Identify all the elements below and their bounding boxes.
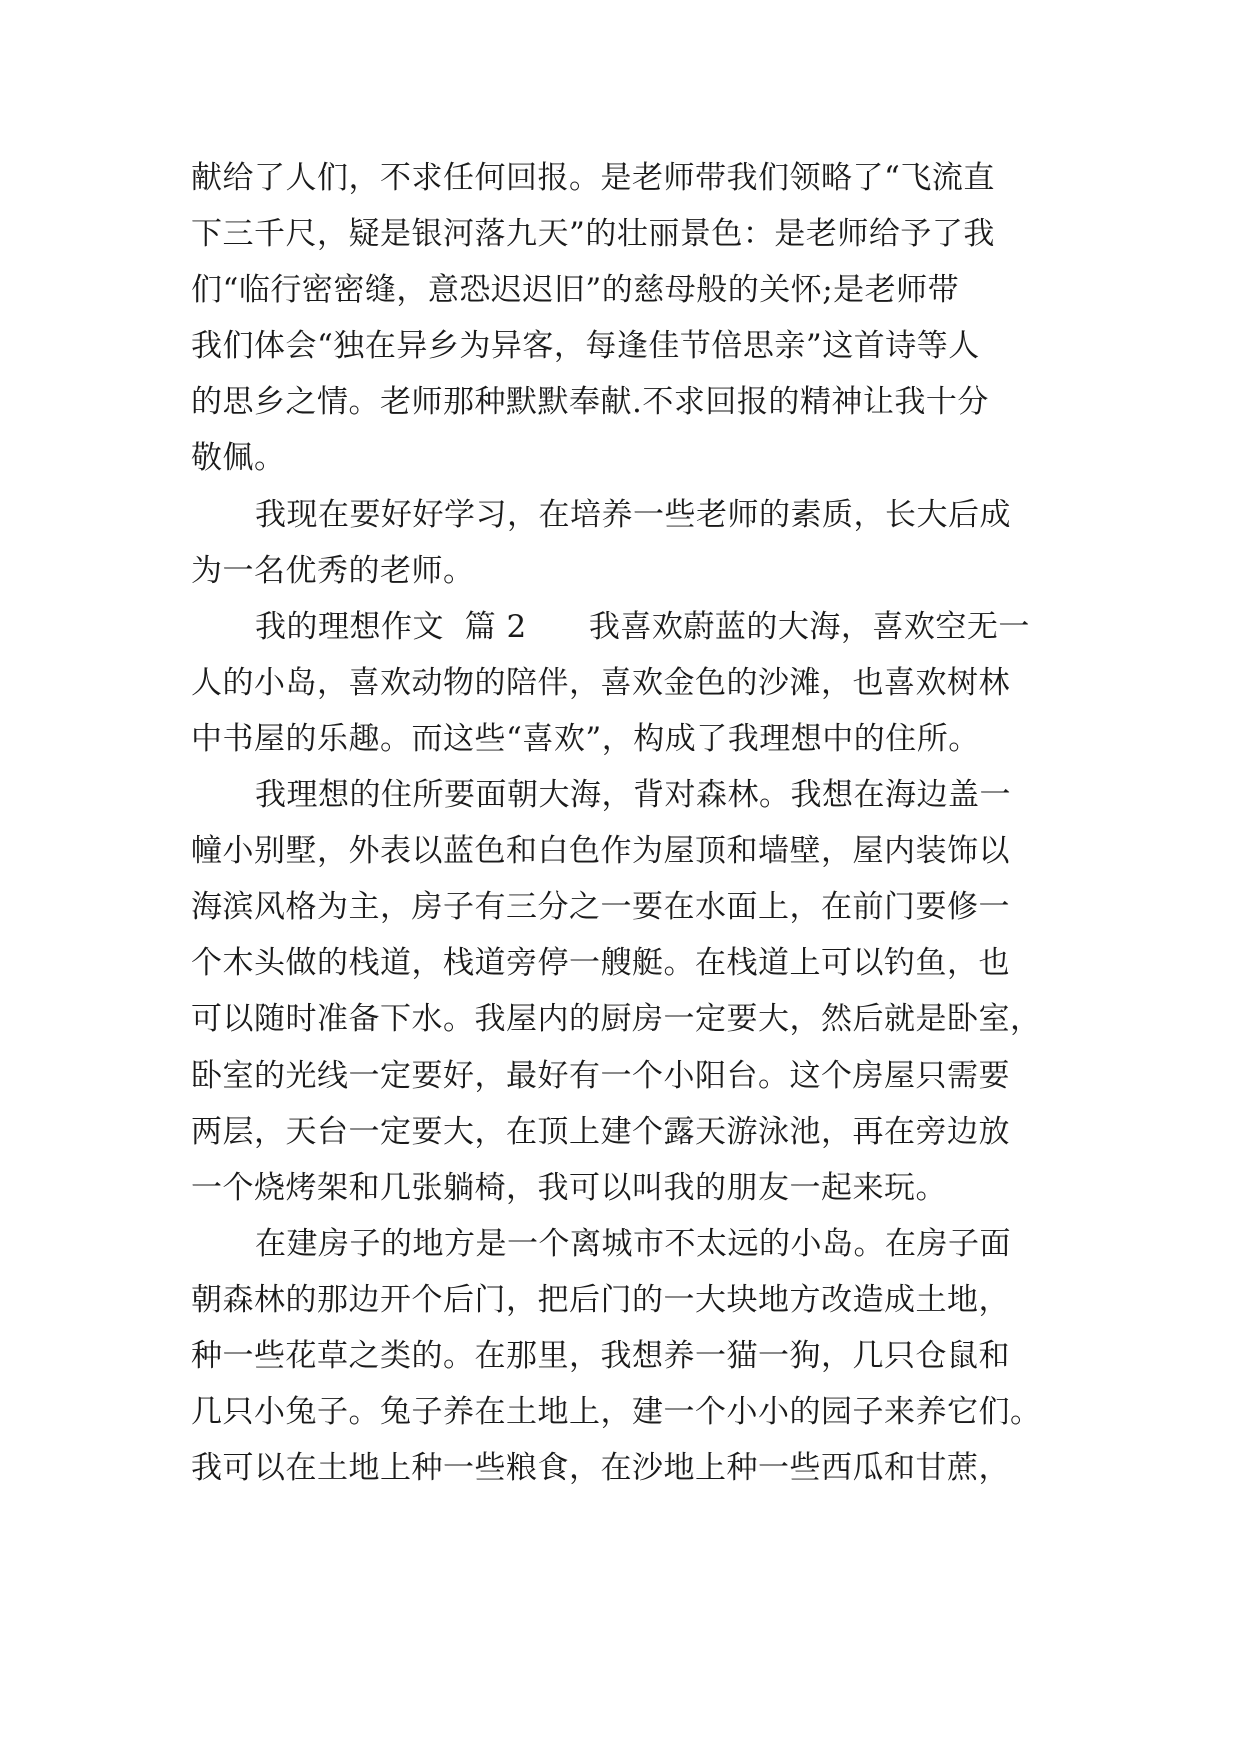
text-line: 我们体会“独在异乡为异客，每逢佳节倍思亲”这首诗等人: [191, 328, 980, 365]
text-line: 两层，天台一定要大，在顶上建个露天游泳池，再在旁边放: [191, 1113, 1010, 1150]
text-line: 种一些花草之类的。在那里，我想养一猫一狗，几只仓鼠和: [191, 1337, 1010, 1374]
text-line: 幢小别墅，外表以蓝色和白色作为屋顶和墙壁，屋内装饰以: [191, 833, 1010, 870]
text-line: 下三千尺，疑是银河落九天”的壮丽景色：是老师给予了我: [191, 216, 995, 253]
paragraph-first-line: 在建房子的地方是一个离城市不太远的小岛。在房子面: [255, 1225, 1011, 1262]
text-line: 个木头做的栈道，栈道旁停一艘艇。在栈道上可以钓鱼，也: [191, 945, 1010, 982]
section-heading-line: 我的理想作文 篇 2 我喜欢蔚蓝的大海，喜欢空无一: [255, 608, 1030, 645]
text-line: 为一名优秀的老师。: [191, 552, 475, 589]
text-line: 敬佩。: [191, 440, 286, 477]
text-line: 的思乡之情。老师那种默默奉献.不求回报的精神让我十分: [191, 384, 989, 421]
text-line: 几只小兔子。兔子养在土地上，建一个小小的园子来养它们。: [191, 1394, 1042, 1431]
text-line: 朝森林的那边开个后门，把后门的一大块地方改造成土地，: [191, 1281, 1010, 1318]
text-line: 献给了人们，不求任何回报。是老师带我们领略了“飞流直: [191, 160, 995, 196]
document-body: [191, 150, 1053, 1496]
text-line: 海滨风格为主，房子有三分之一要在水面上，在前门要修一: [191, 889, 1010, 926]
text-line: 中书屋的乐趣。而这些“喜欢”，构成了我理想中的住所。: [191, 720, 980, 757]
text-line: 们“临行密密缝，意恐迟迟旧”的慈母般的关怀;是老师带: [191, 272, 960, 309]
text-line: 卧室的光线一定要好，最好有一个小阳台。这个房屋只需要: [191, 1057, 1010, 1094]
paragraph-first-line: 我现在要好好学习，在培养一些老师的素质，长大后成: [255, 496, 1011, 533]
text-line: 可以随时准备下水。我屋内的厨房一定要大，然后就是卧室，: [191, 1001, 1042, 1038]
text-line: 人的小岛，喜欢动物的陪伴，喜欢金色的沙滩，也喜欢树林: [191, 664, 1010, 701]
text-line: 我可以在土地上种一些粮食，在沙地上种一些西瓜和甘蔗，: [191, 1450, 1010, 1487]
text-line: 一个烧烤架和几张躺椅，我可以叫我的朋友一起来玩。: [191, 1169, 947, 1206]
paragraph-first-line: 我理想的住所要面朝大海，背对森林。我想在海边盖一: [255, 777, 1011, 814]
